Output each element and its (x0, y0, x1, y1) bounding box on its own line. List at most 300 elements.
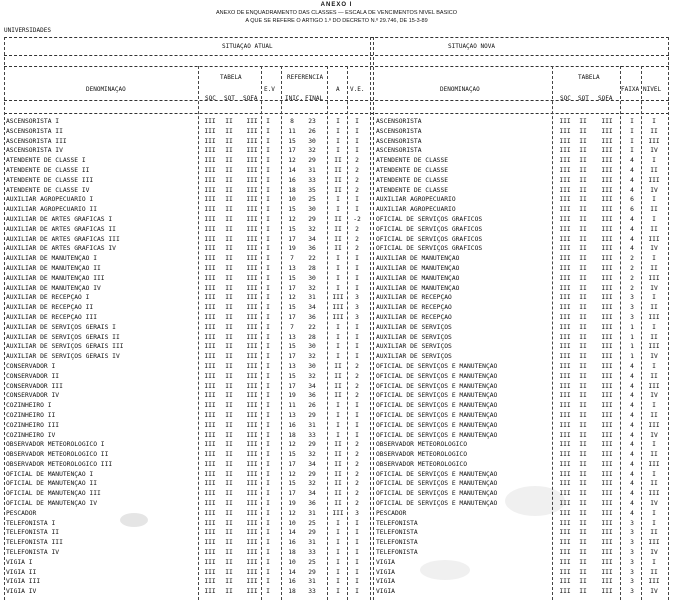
col-ve-cell: 2 (355, 186, 359, 194)
col-a-cell: I (336, 529, 340, 537)
col-a-cell: I (336, 568, 340, 576)
faixa-cell: I (630, 147, 634, 155)
referencia-heading: REFERENCIA (287, 74, 324, 81)
old-sqt-cell: II (225, 509, 233, 517)
old-ev-cell: I (266, 225, 270, 233)
old-denominacao-cell: AUXILIAR DE RECEPÇAO III (6, 313, 97, 321)
nivel-cell: II (650, 264, 658, 272)
ref-final-cell: 34 (308, 382, 316, 390)
old-sqc-cell: III (204, 451, 216, 459)
old-sqc-cell: III (204, 333, 216, 341)
old-sqfa-cell: III (246, 382, 258, 390)
sqc-heading-old: SQC (205, 95, 216, 102)
old-sqt-cell: II (225, 588, 233, 596)
old-sqt-cell: II (225, 519, 233, 527)
old-sqt-cell: II (225, 157, 233, 165)
old-ev-cell: I (266, 323, 270, 331)
new-denominacao-cell: OBSERVADOR METEOROLOGICO (376, 441, 467, 449)
ref-final-cell: 31 (308, 294, 316, 302)
ref-final-cell: 29 (308, 411, 316, 419)
faixa-cell: 3 (630, 304, 634, 312)
old-denominacao-cell: ATENDENTE DE CLASSE I (6, 157, 86, 165)
old-sqc-cell: III (204, 529, 216, 537)
new-sqt-cell: II (579, 558, 587, 566)
old-sqc-cell: III (204, 206, 216, 214)
organization-label: UNIVERSIDADES (4, 27, 51, 34)
ref-inicial-cell: 12 (288, 441, 296, 449)
new-sqc-cell: III (559, 372, 571, 380)
col-ve-cell: 2 (355, 225, 359, 233)
old-ev-cell: I (266, 264, 270, 272)
new-sqc-cell: III (559, 549, 571, 557)
new-sqc-cell: III (559, 500, 571, 508)
new-sqt-cell: II (579, 480, 587, 488)
old-ev-cell: I (266, 196, 270, 204)
old-sqfa-cell: III (246, 509, 258, 517)
col-ve-cell: I (355, 196, 359, 204)
old-sqc-cell: III (204, 284, 216, 292)
new-sqfa-cell: III (601, 480, 613, 488)
old-sqc-cell: III (204, 166, 216, 174)
new-sqfa-cell: III (601, 588, 613, 596)
ref-inicial-cell: 13 (288, 362, 296, 370)
nivel-cell: I (652, 470, 656, 478)
new-sqt-cell: II (579, 353, 587, 361)
new-sqc-cell: III (559, 206, 571, 214)
ref-inicial-cell: 18 (288, 549, 296, 557)
old-sqfa-cell: III (246, 166, 258, 174)
old-sqt-cell: II (225, 431, 233, 439)
new-denominacao-cell: TELEFONISTA (376, 529, 418, 537)
ref-final-cell: 35 (308, 186, 316, 194)
ref-inicial-cell: 13 (288, 264, 296, 272)
nivel-cell: III (648, 539, 660, 547)
nivel-cell: I (652, 441, 656, 449)
scan-smudge (420, 560, 470, 580)
old-ev-cell: I (266, 255, 270, 263)
ref-inicial-cell: 11 (288, 402, 296, 410)
ref-inicial-cell: 19 (288, 500, 296, 508)
old-sqt-cell: II (225, 372, 233, 380)
table-row (0, 499, 673, 509)
old-sqt-cell: II (225, 568, 233, 576)
old-denominacao-cell: COZINHEIRO II (6, 411, 56, 419)
old-sqt-cell: II (225, 323, 233, 331)
ref-inicial-cell: 16 (288, 421, 296, 429)
old-sqc-cell: III (204, 539, 216, 547)
old-sqfa-cell: III (246, 323, 258, 331)
new-denominacao-cell: OFICIAL DE SERVIÇOS E MANUTENÇAO (376, 392, 498, 400)
new-denominacao-cell: OFICIAL DE SERVIÇOS GRAFICOS (376, 235, 483, 243)
new-sqc-cell: III (559, 333, 571, 341)
new-sqfa-cell: III (601, 500, 613, 508)
old-sqc-cell: III (204, 353, 216, 361)
old-sqc-cell: III (204, 294, 216, 302)
new-denominacao-cell: OFICIAL DE SERVIÇOS E MANUTENÇAO (376, 431, 498, 439)
old-ev-cell: I (266, 166, 270, 174)
col-ve-cell: I (355, 529, 359, 537)
old-ev-cell: I (266, 382, 270, 390)
col-ve-cell: 3 (355, 304, 359, 312)
new-denominacao-cell: TELEFONISTA (376, 539, 418, 547)
col-a-cell: II (334, 480, 342, 488)
table-row (0, 146, 673, 156)
nivel-cell: I (652, 362, 656, 370)
new-sqc-cell: III (559, 137, 571, 145)
table-row (0, 489, 673, 499)
old-sqt-cell: II (225, 196, 233, 204)
old-sqc-cell: III (204, 421, 216, 429)
old-sqt-cell: II (225, 274, 233, 282)
old-denominacao-cell: AUXILIAR DE ARTES GRAFICAS III (6, 235, 120, 243)
new-sqc-cell: III (559, 157, 571, 165)
nivel-cell: III (648, 421, 660, 429)
old-sqc-cell: III (204, 372, 216, 380)
table-row (0, 264, 673, 274)
old-sqt-cell: II (225, 225, 233, 233)
new-sqt-cell: II (579, 362, 587, 370)
new-sqc-cell: III (559, 402, 571, 410)
ref-final-cell: 32 (308, 225, 316, 233)
scan-smudge (505, 486, 565, 516)
situacao-atual-heading: SITUAÇAO ATUAL (222, 43, 273, 50)
old-ev-cell: I (266, 274, 270, 282)
new-sqfa-cell: III (601, 382, 613, 390)
table-row (0, 509, 673, 519)
old-sqt-cell: II (225, 392, 233, 400)
old-sqc-cell: III (204, 255, 216, 263)
col-ve-cell: I (355, 578, 359, 586)
new-sqc-cell: III (559, 313, 571, 321)
new-sqt-cell: II (579, 274, 587, 282)
old-denominacao-cell: OFICIAL DE MANUTENÇAO II (6, 480, 97, 488)
old-sqt-cell: II (225, 137, 233, 145)
old-sqt-cell: II (225, 480, 233, 488)
new-sqc-cell: III (559, 245, 571, 253)
faixa-cell: 4 (630, 382, 634, 390)
old-sqfa-cell: III (246, 313, 258, 321)
new-sqc-cell: III (559, 284, 571, 292)
table-row (0, 577, 673, 587)
old-ev-cell: I (266, 362, 270, 370)
nivel-cell: I (652, 294, 656, 302)
new-denominacao-cell: AUXILIAR DE SERVIÇOS (376, 333, 452, 341)
faixa-cell: 3 (630, 294, 634, 302)
col-a-cell: II (334, 470, 342, 478)
old-sqt-cell: II (225, 313, 233, 321)
old-denominacao-cell: AUXILIAR DE RECEPÇAO II (6, 304, 94, 312)
col-a-cell: II (334, 157, 342, 165)
old-sqfa-cell: III (246, 127, 258, 135)
old-sqt-cell: II (225, 245, 233, 253)
ref-final-cell: 26 (308, 402, 316, 410)
ref-inicial-cell: 17 (288, 382, 296, 390)
old-denominacao-cell: VIGIA IV (6, 588, 37, 596)
old-denominacao-cell: VIGIA I (6, 558, 33, 566)
ref-inicial-cell: 13 (288, 333, 296, 341)
ref-final-cell: 33 (308, 176, 316, 184)
ref-final-cell: 30 (308, 274, 316, 282)
old-sqt-cell: II (225, 362, 233, 370)
nivel-cell: IV (650, 431, 658, 439)
new-sqfa-cell: III (601, 264, 613, 272)
new-sqt-cell: II (579, 215, 587, 223)
new-sqt-cell: II (579, 519, 587, 527)
old-sqt-cell: II (225, 215, 233, 223)
old-sqfa-cell: III (246, 294, 258, 302)
col-a-cell: II (334, 362, 342, 370)
new-denominacao-cell: AUXILIAR DE MANUTENÇAO (376, 264, 460, 272)
ref-inicial-cell: 12 (288, 157, 296, 165)
col-a-cell: I (336, 196, 340, 204)
new-denominacao-cell: AUXILIAR DE MANUTENÇAO (376, 274, 460, 282)
col-ve-cell: 2 (355, 441, 359, 449)
ref-final-cell: 31 (308, 539, 316, 547)
new-denominacao-cell: AUXILIAR DE MANUTENÇAO (376, 284, 460, 292)
old-denominacao-cell: ATENDENTE DE CLASSE IV (6, 186, 90, 194)
ref-final-cell: 28 (308, 264, 316, 272)
new-sqc-cell: III (559, 411, 571, 419)
col-ve-cell: 2 (355, 490, 359, 498)
table-row (0, 215, 673, 225)
table-row (0, 401, 673, 411)
old-denominacao-cell: AUXILIAR DE SERVIÇOS GERAIS III (6, 343, 124, 351)
new-sqc-cell: III (559, 382, 571, 390)
nivel-cell: II (650, 304, 658, 312)
new-sqfa-cell: III (601, 421, 613, 429)
old-denominacao-cell: TELEFONISTA III (6, 539, 63, 547)
faixa-cell: 3 (630, 539, 634, 547)
new-sqfa-cell: III (601, 118, 613, 125)
table-row (0, 293, 673, 303)
col-a-cell: II (334, 215, 342, 223)
old-denominacao-cell: OFICIAL DE MANUTENÇAO I (6, 470, 94, 478)
faixa-cell: I (630, 118, 634, 125)
ref-inicial-cell: 7 (290, 255, 294, 263)
old-denominacao-cell: COZINHEIRO III (6, 421, 60, 429)
old-sqc-cell: III (204, 509, 216, 517)
old-sqfa-cell: III (246, 470, 258, 478)
new-sqt-cell: II (579, 509, 587, 517)
new-sqt-cell: II (579, 176, 587, 184)
new-denominacao-cell: OBSERVADOR METEOROLOGICO (376, 451, 467, 459)
new-sqc-cell: III (559, 519, 571, 527)
nivel-cell: IV (650, 147, 658, 155)
old-sqc-cell: III (204, 235, 216, 243)
col-ve-cell: 2 (355, 500, 359, 508)
old-denominacao-cell: CONSERVADOR III (6, 382, 63, 390)
ref-final-cell: 23 (308, 118, 316, 125)
new-sqc-cell: III (559, 470, 571, 478)
nivel-cell: II (650, 206, 658, 214)
faixa-cell: 4 (630, 451, 634, 459)
ref-final-cell: 26 (308, 127, 316, 135)
old-ev-cell: I (266, 206, 270, 214)
table-row (0, 558, 673, 568)
col-ve-cell: 3 (355, 509, 359, 517)
new-denominacao-cell: OFICIAL DE SERVIÇOS GRAFICOS (376, 225, 483, 233)
table-row (0, 313, 673, 323)
old-ev-cell: I (266, 480, 270, 488)
col-ve-cell: -2 (353, 215, 361, 223)
new-sqc-cell: III (559, 490, 571, 498)
old-sqfa-cell: III (246, 500, 258, 508)
old-sqc-cell: III (204, 500, 216, 508)
nivel-cell: III (648, 137, 660, 145)
new-sqfa-cell: III (601, 402, 613, 410)
table-row (0, 460, 673, 470)
final-heading: FINAL (305, 95, 324, 102)
ref-final-cell: 34 (308, 235, 316, 243)
col-a-cell: I (336, 558, 340, 566)
old-ev-cell: I (266, 411, 270, 419)
col-a-cell: II (334, 392, 342, 400)
old-sqfa-cell: III (246, 304, 258, 312)
old-sqfa-cell: III (246, 343, 258, 351)
sqc-heading-new: SQC (560, 95, 571, 102)
new-sqfa-cell: III (601, 304, 613, 312)
old-sqc-cell: III (204, 264, 216, 272)
col-a-cell: II (334, 186, 342, 194)
new-denominacao-cell: OFICIAL DE SERVIÇOS E MANUTENÇAO (376, 411, 498, 419)
col-ve-cell: 2 (355, 451, 359, 459)
old-sqt-cell: II (225, 255, 233, 263)
table-row (0, 166, 673, 176)
ref-final-cell: 30 (308, 137, 316, 145)
old-denominacao-cell: OFICIAL DE MANUTENÇAO IV (6, 500, 97, 508)
ref-inicial-cell: 15 (288, 274, 296, 282)
new-denominacao-cell: OFICIAL DE SERVIÇOS E MANUTENÇAO (376, 490, 498, 498)
table-row (0, 186, 673, 196)
new-sqfa-cell: III (601, 235, 613, 243)
new-sqc-cell: III (559, 421, 571, 429)
ref-final-cell: 32 (308, 372, 316, 380)
col-ve-cell: I (355, 206, 359, 214)
old-ev-cell: I (266, 235, 270, 243)
col-ve-cell: I (355, 431, 359, 439)
col-ve-cell: 2 (355, 392, 359, 400)
a-heading: A (336, 86, 340, 93)
new-sqc-cell: III (559, 588, 571, 596)
new-denominacao-cell: OBSERVADOR METEOROLOGICO (376, 460, 467, 468)
new-sqt-cell: II (579, 186, 587, 194)
old-sqt-cell: II (225, 382, 233, 390)
new-sqfa-cell: III (601, 196, 613, 204)
table-row (0, 421, 673, 431)
col-ve-cell: I (355, 539, 359, 547)
faixa-heading: FAIXA (621, 86, 640, 93)
col-ve-cell: I (355, 411, 359, 419)
old-sqfa-cell: III (246, 421, 258, 429)
old-sqc-cell: III (204, 225, 216, 233)
old-sqfa-cell: III (246, 588, 258, 596)
old-sqfa-cell: III (246, 392, 258, 400)
old-denominacao-cell: TELEFONISTA IV (6, 549, 60, 557)
new-denominacao-cell: ATENDENTE DE CLASSE (376, 186, 449, 194)
new-denominacao-cell: OFICIAL DE SERVIÇOS E MANUTENÇAO (376, 470, 498, 478)
old-ev-cell: I (266, 519, 270, 527)
ref-inicial-cell: 19 (288, 245, 296, 253)
old-sqfa-cell: III (246, 206, 258, 214)
new-sqt-cell: II (579, 235, 587, 243)
new-sqfa-cell: III (601, 558, 613, 566)
new-sqt-cell: II (579, 166, 587, 174)
new-sqfa-cell: III (601, 245, 613, 253)
ref-final-cell: 34 (308, 490, 316, 498)
ref-final-cell: 25 (308, 196, 316, 204)
new-denominacao-cell: OFICIAL DE SERVIÇOS E MANUTENÇAO (376, 382, 498, 390)
old-sqc-cell: III (204, 127, 216, 135)
old-denominacao-cell: AUXILIAR DE SERVIÇOS GERAIS IV (6, 353, 120, 361)
ref-inicial-cell: 17 (288, 313, 296, 321)
nivel-cell: IV (650, 549, 658, 557)
old-denominacao-cell: AUXILIAR DE ARTES GRAFICAS I (6, 215, 113, 223)
old-sqt-cell: II (225, 284, 233, 292)
col-ve-cell: 2 (355, 382, 359, 390)
col-ve-cell: 3 (355, 294, 359, 302)
col-a-cell: II (334, 372, 342, 380)
new-denominacao-cell: TELEFONISTA (376, 519, 418, 527)
new-denominacao-cell: VIGIA (376, 588, 395, 596)
new-sqc-cell: III (559, 578, 571, 586)
new-denominacao-cell: OFICIAL DE SERVIÇOS E MANUTENÇAO (376, 480, 498, 488)
faixa-cell: 4 (630, 225, 634, 233)
section-header-rule (4, 55, 669, 56)
new-sqc-cell: III (559, 343, 571, 351)
old-sqfa-cell: III (246, 578, 258, 586)
col-ve-cell: I (355, 274, 359, 282)
nivel-cell: IV (650, 392, 658, 400)
old-sqfa-cell: III (246, 186, 258, 194)
ref-inicial-cell: 12 (288, 470, 296, 478)
new-sqt-cell: II (579, 460, 587, 468)
ref-final-cell: 36 (308, 245, 316, 253)
nivel-cell: III (648, 235, 660, 243)
col-ve-cell: I (355, 588, 359, 596)
ref-inicial-cell: 13 (288, 411, 296, 419)
ref-final-cell: 32 (308, 353, 316, 361)
new-denominacao-cell: AUXILIAR AGROPECUARIO (376, 196, 456, 204)
old-ev-cell: I (266, 529, 270, 537)
new-sqfa-cell: III (601, 147, 613, 155)
ref-final-cell: 31 (308, 421, 316, 429)
faixa-cell: 2 (630, 284, 634, 292)
col-ve-cell: I (355, 343, 359, 351)
col-a-cell: III (332, 313, 344, 321)
new-sqc-cell: III (559, 294, 571, 302)
table-row (0, 284, 673, 294)
old-ev-cell: I (266, 294, 270, 302)
old-sqt-cell: II (225, 402, 233, 410)
nivel-cell: II (650, 568, 658, 576)
nivel-cell: III (648, 578, 660, 586)
ref-final-cell: 34 (308, 460, 316, 468)
old-sqc-cell: III (204, 362, 216, 370)
ref-final-cell: 30 (308, 362, 316, 370)
old-sqc-cell: III (204, 431, 216, 439)
table-row (0, 274, 673, 284)
old-ev-cell: I (266, 245, 270, 253)
col-a-cell: I (336, 588, 340, 596)
ref-inicial-cell: 18 (288, 431, 296, 439)
table-row (0, 548, 673, 558)
new-sqfa-cell: III (601, 431, 613, 439)
table-row (0, 176, 673, 186)
new-denominacao-cell: OFICIAL DE SERVIÇOS E MANUTENÇAO (376, 421, 498, 429)
old-sqc-cell: III (204, 215, 216, 223)
old-sqt-cell: II (225, 411, 233, 419)
new-sqfa-cell: III (601, 225, 613, 233)
